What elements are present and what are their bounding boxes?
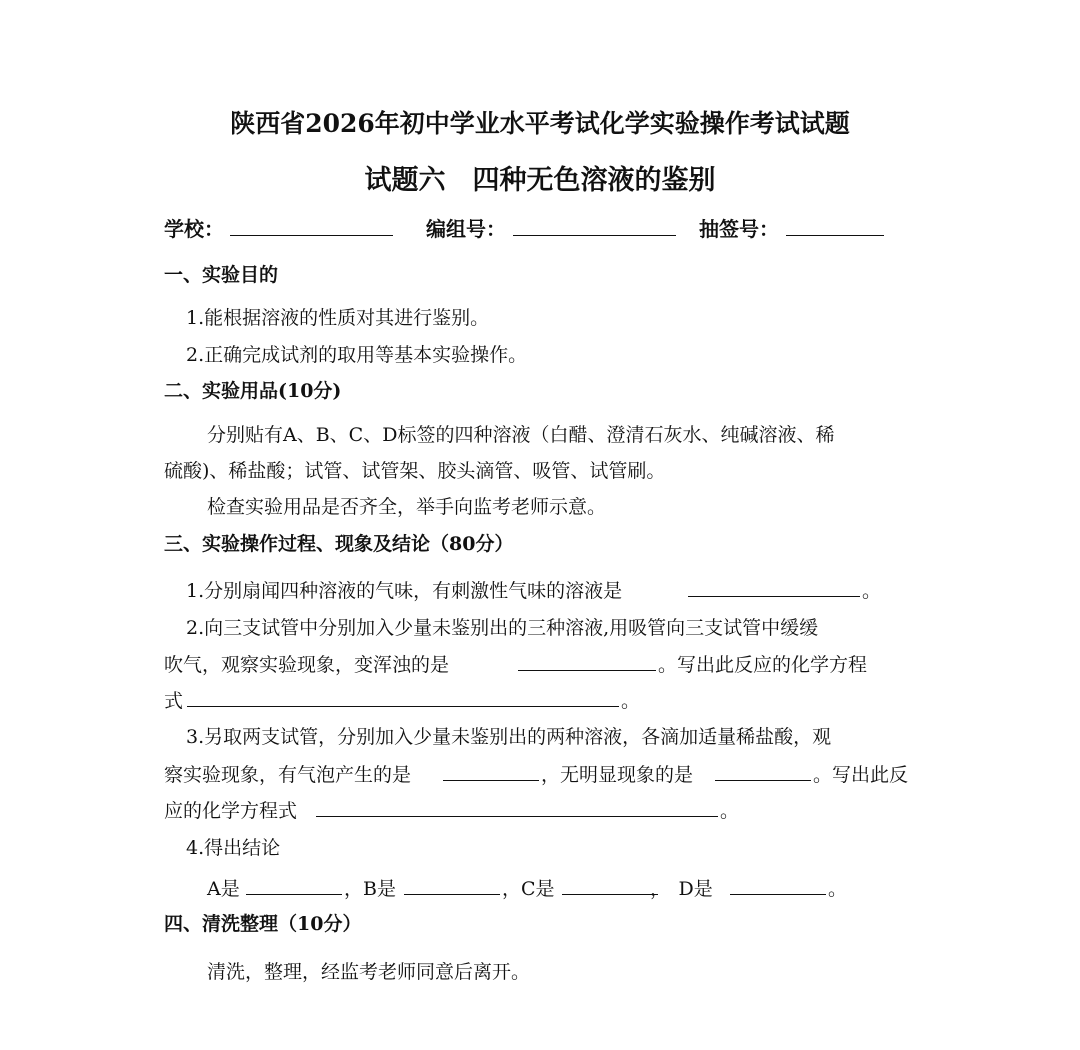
answer-blank-c[interactable]: [562, 876, 658, 895]
cleanup-line: 清洗，整理，经监考老师同意后离开。: [207, 961, 531, 983]
objective-item: 1.能根据溶液的性质对其进行鉴别。: [186, 307, 490, 329]
question-2-text: 吹气，观察实验现象，变浑浊的是: [164, 654, 450, 676]
group-blank[interactable]: [513, 217, 676, 236]
answer-blank-2b[interactable]: [187, 688, 619, 707]
conclusion-label-c: ，C是: [502, 878, 555, 900]
question-2-text: 式: [164, 690, 184, 712]
conclusion-label-b: ，B是: [344, 878, 396, 900]
section-heading: 一、实验目的: [164, 264, 279, 286]
answer-blank-3a[interactable]: [443, 762, 539, 781]
conclusion-label-d: ， D是: [650, 878, 713, 900]
question-3-text: ，无明显现象的是: [541, 764, 694, 786]
answer-blank-3b[interactable]: [715, 762, 811, 781]
materials-line: 硫酸)、稀盐酸；试管、试管架、胶头滴管、吸管、试管刷。: [164, 460, 666, 482]
question-4-text: 4.得出结论: [186, 837, 281, 859]
section-heading: 二、实验用品(10分): [164, 380, 342, 402]
section-heading: 四、清洗整理（10分）: [164, 913, 362, 935]
answer-blank-b[interactable]: [404, 876, 500, 895]
punctuation: 。: [862, 580, 882, 602]
question-3-text: 。写出此反: [813, 764, 909, 786]
answer-blank-1[interactable]: [688, 578, 860, 597]
punctuation: 。: [720, 800, 740, 822]
exam-subtitle: 试题六 四种无色溶液的鉴别: [364, 165, 716, 196]
question-2-text: 2.向三支试管中分别加入少量未鉴别出的三种溶液,用吸管向三支试管中缓缓: [186, 617, 819, 639]
answer-blank-a[interactable]: [246, 876, 342, 895]
school-blank[interactable]: [230, 217, 393, 236]
punctuation: 。: [828, 878, 848, 900]
question-1-text: 1.分别扇闻四种溶液的气味，有刺激性气味的溶液是: [186, 580, 623, 602]
objective-item: 2.正确完成试剂的取用等基本实验操作。: [186, 344, 528, 366]
question-3-text: 3.另取两支试管，分别加入少量未鉴别出的两种溶液，各滴加适量稀盐酸，观: [186, 726, 832, 748]
question-3-text: 察实验现象，有气泡产生的是: [164, 764, 412, 786]
group-label: 编组号：: [426, 217, 506, 241]
lot-label: 抽签号：: [699, 217, 779, 241]
punctuation: 。: [621, 690, 641, 712]
materials-line: 分别贴有A、B、C、D标签的四种溶液（白醋、澄清石灰水、纯碱溶液、稀: [207, 424, 835, 446]
question-2-text: 。写出此反应的化学方程: [658, 654, 868, 676]
school-label: 学校：: [164, 217, 224, 241]
conclusion-label-a: A是: [207, 878, 240, 900]
section-heading: 三、实验操作过程、现象及结论（80分）: [164, 533, 514, 555]
lot-blank[interactable]: [786, 217, 884, 236]
exam-title: 陕西省2026年初中学业水平考试化学实验操作考试试题: [230, 109, 850, 138]
answer-blank-d[interactable]: [730, 876, 826, 895]
answer-blank-2a[interactable]: [518, 652, 656, 671]
answer-blank-3c[interactable]: [316, 798, 718, 817]
check-line: 检查实验用品是否齐全，举手向监考老师示意。: [207, 496, 607, 518]
question-3-text: 应的化学方程式: [164, 800, 298, 822]
